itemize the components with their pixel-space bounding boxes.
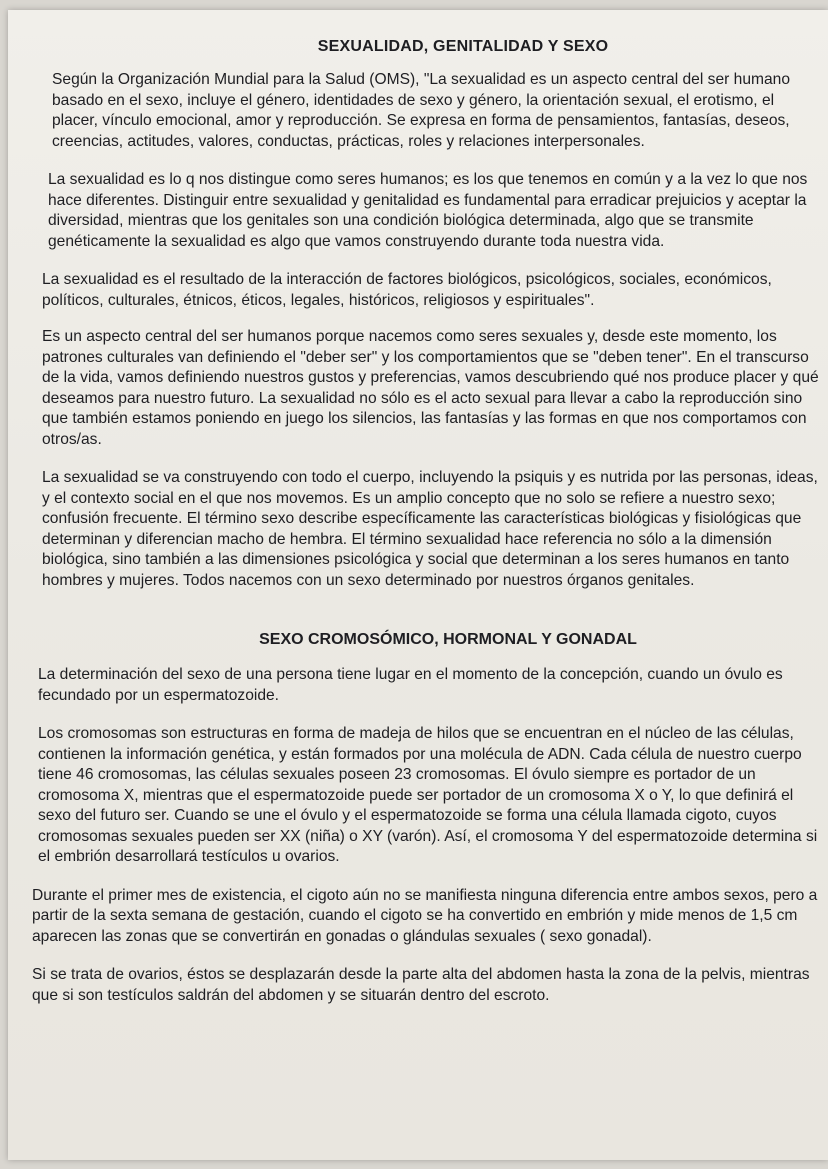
paragraph-sex-determination: La determinación del sexo de una persona tiene lugar en el momento de la concepción, cuando un óvulo es fecundado por un espermatozoide. [38,666,783,704]
document-title: SEXUALIDAD, GENITALIDAD Y SEXO [317,38,609,55]
paragraph-sexuality-factors: La sexualidad es el resultado de la interacción de factores biológicos, psicológicos, sociales, económicos, políticos, culturales, étnicos, éticos, legales, históricos, religiosos y espirituales". [42,271,772,309]
paragraph-first-month: Durante el primer mes de existencia, el cigoto aún no se manifiesta ninguna diferencia entre ambos sexos, pero a partir de la sexta semana de gestación, cuando el cigoto se ha convertido en embrión y mide menos de 1,5 cm aparecen las zonas que se convertirán en gonadas o glándulas sexuales ( sexo gonadal). [32,886,818,945]
paragraph-central-aspect: Es un aspecto central del ser humanos porque nacemos como seres sexuales y, desde este momento, los patrones culturales van definiendo el "deber ser" y los comportamientos que se "deben tener". En el transcurso de la vida, vamos definiendo nuestros gustos y preferencias, vamos descubriendo qué nos produce placer y qué deseamos para nuestro futuro. La sexualidad no sólo es el acto sexual para llevar a cabo la reproducción sino que también estamos poniendo en juego los silencios, las fantasías y las formas en que nos comportamos con otros/as. [42,328,819,448]
paragraph-sexuality-distinguishes: La sexualidad es lo q nos distingue como seres humanos; es los que tenemos en común y a la vez lo que nos hace diferentes. Distinguir entre sexualidad y genitalidad es fundamental para erradicar prejuicios y aceptar la diversidad, mientras que los genitales son una condición biológica determinada, algo que se transmite genéticamente la sexualidad es algo que vamos construyendo durante toda nuestra vida. [48,171,808,250]
paragraph-gonads-migration: Si se trata de ovarios, éstos se desplazarán desde la parte alta del abdomen hasta la zona de la pelvis, mientras que si son testículos saldrán del abdomen y se situarán dentro del escroto. [32,966,810,1004]
section-title-chromosomal: SEXO CROMOSÓMICO, HORMONAL Y GONADAL [259,631,637,648]
paragraph-sexuality-construction: La sexualidad se va construyendo con todo el cuerpo, incluyendo la psiquis y es nutrida por las personas, ideas, y el contexto social en el que nos movemos. Es un amplio concepto que no solo se refiere a nuestro sexo; confusión frecuente. El término sexo describe específicamente las características biológicas y fisiológicas que determinan y diferencian macho de hembra. El término sexualidad hace referencia no sólo a la dimensión biológica, sino también a las dimensiones psicológica y social que determinan a los seres humanos en tanto hombres y mujeres. Todos nacemos con un sexo determinado por nuestros órganos genitales. [42,469,818,589]
document-content [32,38,824,1024]
paragraph-oms-definition: Según la Organización Mundial para la Salud (OMS), "La sexualidad es un aspecto central del ser humano basado en el sexo, incluye el género, identidades de sexo y género, la orientación sexual, el erotismo, el placer, vínculo emocional, amor y reproducción. Se expresa en forma de pensamientos, fantasías, deseos, creencias, actitudes, valores, conductas, prácticas, roles y relaciones interpersonales. [52,71,791,150]
document-page [8,10,828,1160]
paragraph-chromosomes: Los cromosomas son estructuras en forma de madeja de hilos que se encuentran en el núcleo de las células, contienen la información genética, y están formados por una molécula de ADN. Cada célula de nuestro cuerpo tiene 46 cromosomas, las células sexuales poseen 23 cromosomas. El óvulo siempre es portador de un cromosoma X, mientras que el espermatozoide puede ser portador de un cromosoma X o Y, lo que definirá el sexo del futuro ser. Cuando se une el óvulo y el espermatozoide se forma una célula llamada cigoto, cuyos cromosomas sexuales pueden ser XX (niña) o XY (varón). Así, el cromosoma Y del espermatozoide determina si el embrión desarrollará testículos u ovarios. [38,725,818,865]
